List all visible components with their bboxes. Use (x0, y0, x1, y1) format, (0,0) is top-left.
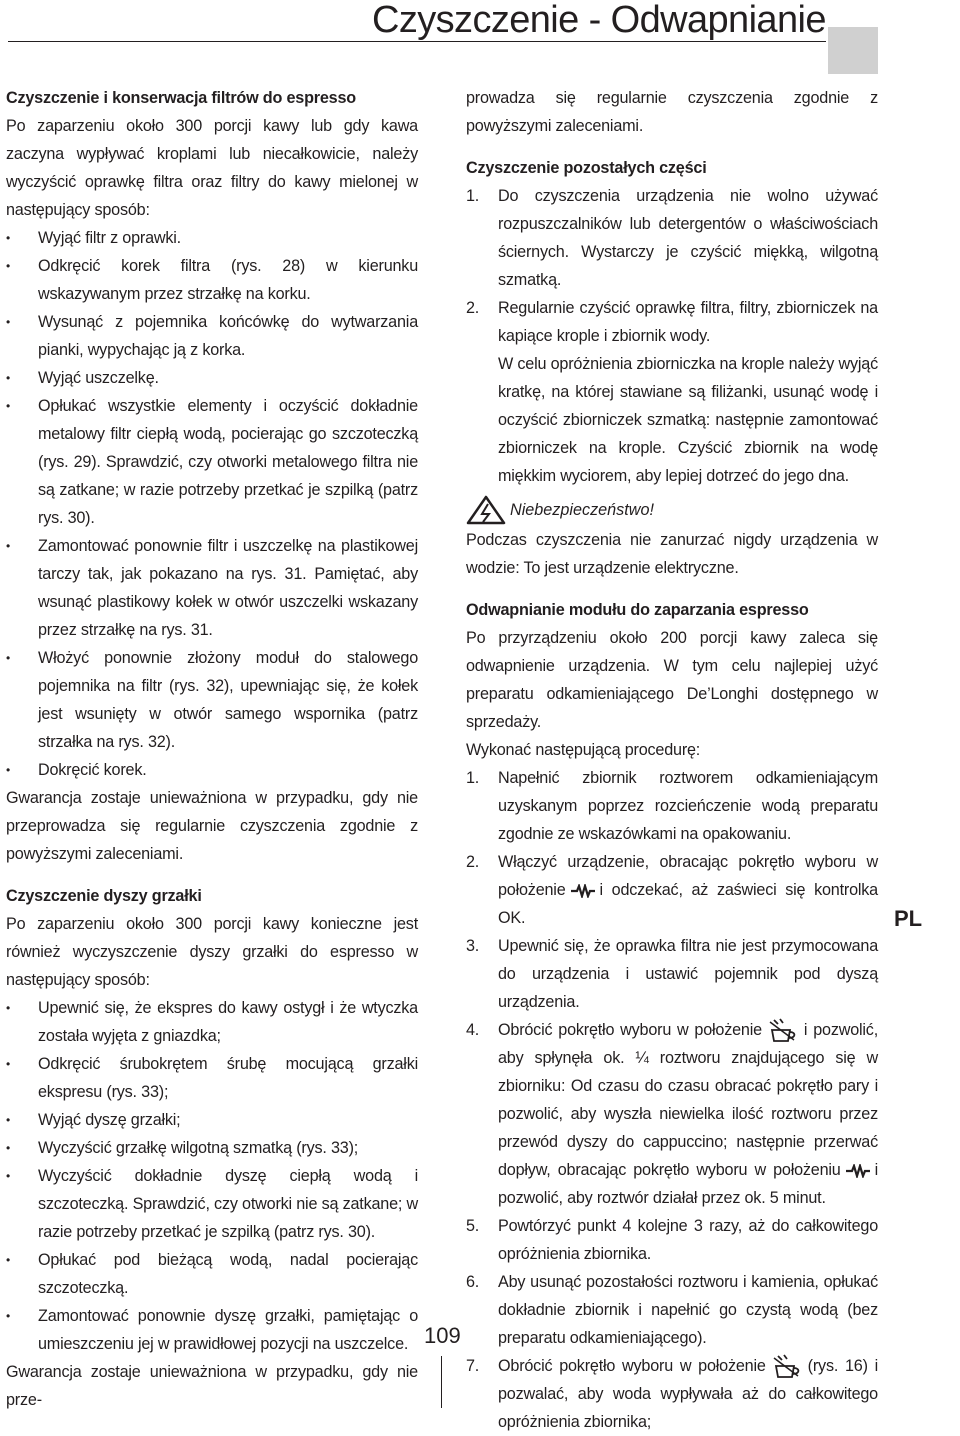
section-heading-filter-cleaning: Czyszczenie i konserwacja filtrów do espresso (6, 89, 356, 107)
danger-warning (466, 494, 878, 526)
warranty-note-continuation: prowadza się regularnie czyszczenia zgodnie z powyższymi zaleceniami. (466, 89, 878, 135)
list-item: • Wysunąć z pojemnika końcówkę do wytwarzania pianki, wypychając ją z korka. (6, 308, 418, 364)
list-item: • Dokręcić korek. (6, 756, 418, 784)
descaling-intro: Po przyrządzeniu około 200 porcji kawy zaleca się odwapnienie urządzenia. W tym celu najlepiej użyć preparatu odkamieniającego De’Longhi dostępnego w sprzedaży. (466, 629, 878, 731)
list-item: • Wyczyścić grzałkę wilgotną szmatką (rys. 33); (6, 1134, 418, 1162)
list-item: • Odkręcić śrubokrętem śrubę mocującą grzałki ekspresu (rys. 33); (6, 1050, 418, 1106)
nozzle-cleaning-steps (6, 994, 418, 1358)
header-rule (8, 41, 826, 42)
bullet-icon: • (6, 1309, 11, 1323)
list-item: • Wyczyścić dokładnie dyszę ciepłą wodą i szczoteczką. Sprawdzić, czy otworki nie są zatkane; w razie potrzeby przetkać je szpilką (patrz rys. 30). (6, 1162, 418, 1246)
list-item: • Wyjąć dyszę grzałki; (6, 1106, 418, 1134)
bullet-icon: • (6, 315, 11, 329)
list-item: • Opłukać wszystkie elementy i oczyścić dokładnie metalowy filtr ciepłą wodą, pocierając go szczoteczką (rys. 29). Sprawdzić, czy otworki metalowego filtra nie są zatkane; w razie potrzeby przetkać je szpilką (patrz rys. 30). (6, 392, 418, 532)
bullet-icon: • (6, 763, 11, 777)
bullet-icon: • (6, 1001, 11, 1015)
steam-cup-icon (766, 1018, 800, 1044)
heating-element-icon (570, 884, 596, 898)
bullet-icon: • (6, 1113, 11, 1127)
page-title: Czyszczenie - Odwapnianie (372, 0, 826, 41)
bullet-icon: • (6, 539, 11, 553)
left-column (6, 84, 418, 1414)
warranty-note-continued: Gwarancja zostaje unieważniona w przypadku, gdy nie prze- (6, 1363, 418, 1409)
section-heading-nozzle-cleaning: Czyszczenie dyszy grzałki (6, 887, 202, 905)
list-item: 5. Powtórzyć punkt 4 kolejne 3 razy, aż do całkowitego opróżnienia zbiornika. (466, 1217, 878, 1263)
steam-cup-icon (770, 1354, 804, 1380)
list-item: • Opłukać pod bieżącą wodą, nadal pocierając szczoteczką. (6, 1246, 418, 1302)
list-item: 2. Włączyć urządzenie, obracając pokrętło wyboru w położenie i odczekać, aż zaświeci się kontrolka OK. (466, 853, 878, 927)
section-heading-other-parts: Czyszczenie pozostałych części (466, 159, 707, 177)
list-item: 1. Do czyszczenia urządzenia nie wolno używać rozpuszczalników lub detergentów o właściwościach ściernych. Wystarczy je czyścić miękką, wilgotną szmatką. (466, 187, 878, 289)
nozzle-cleaning-intro: Po zaparzeniu około 300 porcji kawy konieczne jest również wyczyszczenie dyszy grzałki do espresso w następujący sposób: (6, 915, 418, 989)
warning-label: Niebezpieczeństwo! (510, 501, 654, 519)
list-item: 7. Obrócić pokrętło wyboru w położenie (rys. 16) i pozwalać, aby woda wypływała aż do całkowitego opróżnienia zbiornika; (466, 1352, 878, 1436)
descaling-procedure-label: Wykonać następującą procedurę: (466, 741, 701, 759)
bullet-icon: • (6, 1169, 11, 1183)
bullet-icon: • (6, 231, 11, 245)
heating-element-icon (845, 1164, 871, 1178)
language-tab: PL (894, 906, 923, 931)
warning-text: Podczas czyszczenia nie zanurzać nigdy urządzenia w wodzie: To jest urządzenie elektryczne. (466, 531, 878, 577)
list-item: 4. Obrócić pokrętło wyboru w położenie i pozwolić, aby spłynęła ok. ¼ roztworu znajdującego się w zbiorniku: Od czasu do czasu obracać pokrętło pary i pozwolić, aby wyszła niewielka ilość roztworu przez przewód dyszy do cappuccino; następnie przerwać dopływ, obracając pokrętło wyboru w położeniu i pozwolić, aby roztwór działał przez ok. 5 minut. (466, 1016, 878, 1212)
list-item: 6. Aby usunąć pozostałości roztworu i kamienia, opłukać dokładnie zbiornik i napełnić go czystą wodą (bez preparatu odkamieniającego). (466, 1273, 878, 1347)
page-number-rule (441, 1356, 442, 1408)
list-item: • Zamontować ponownie filtr i uszczelkę na plastikowej tarczy tak, jak pokazano na rys. 31. Pamiętać, aby wsunąć plastikowy kołek w otwór uszczelki wskazany przez strzałkę na rys. 31. (6, 532, 418, 644)
list-item: • Wyjąć filtr z oprawki. (6, 224, 418, 252)
page-number: 109 (424, 1323, 461, 1348)
list-item: • Wyjąć uszczelkę. (6, 364, 418, 392)
descaling-steps (466, 764, 878, 1436)
list-item: • Włożyć ponownie złożony moduł do stalowego pojemnika na filtr (rys. 32), upewniając się, że kołek jest wsunięty w otwór samego wspornika (patrz strzałka na rys. 32). (6, 644, 418, 756)
warranty-note: Gwarancja zostaje unieważniona w przypadku, gdy nie przeprowadza się regularnie czyszczenia zgodnie z powyższymi zaleceniami. (6, 789, 418, 863)
bullet-icon: • (6, 259, 11, 273)
list-item: 1. Napełnić zbiornik roztworem odkamieniającym uzyskanym poprzez rozcieńczenie wodą preparatu zgodnie ze wskazówkami na opakowaniu. (466, 769, 878, 843)
header-color-box (828, 27, 878, 74)
list-item: 3. Upewnić się, że oprawka filtra nie jest przymocowana do urządzenia i ustawić pojemnik pod dyszą urządzenia. (466, 937, 878, 1011)
list-item: • Odkręcić korek filtra (rys. 28) w kierunku wskazywanym przez strzałkę na korku. (6, 252, 418, 308)
filter-cleaning-steps (6, 224, 418, 784)
other-parts-steps (466, 182, 878, 490)
list-item: 2. Regularnie czyścić oprawkę filtra, filtry, zbiorniczek na kapiące krople i zbiornik wody. W celu opróżnienia zbiorniczka na krople należy wyjąć kratkę, na której stawiane są filiżanki, usunąć wodę i oczyścić zbiorniczek szmatką: następnie zamontować zbiorniczek na krople. Czyścić zbiornik na wodę miękkim wyciorem, aby lepiej dotrzeć do jego dna. (466, 299, 878, 485)
filter-cleaning-intro: Po zaparzeniu około 300 porcji kawy lub gdy kawa zaczyna wypływać kroplami lub niecałkowicie, należy wyczyścić oprawkę filtra oraz filtry do kawy mielonej w następujący sposób: (6, 117, 418, 219)
list-item: • Zamontować ponownie dyszę grzałki, pamiętając o umieszczeniu jej w prawidłowej pozycji na uszczelce. (6, 1302, 418, 1358)
bullet-icon: • (6, 371, 11, 385)
right-column (466, 84, 878, 1436)
bullet-icon: • (6, 399, 11, 413)
bullet-icon: • (6, 1141, 11, 1155)
bullet-icon: • (6, 651, 11, 665)
bullet-icon: • (6, 1057, 11, 1071)
bullet-icon: • (6, 1253, 11, 1267)
list-item: • Upewnić się, że ekspres do kawy ostygł i że wtyczka została wyjęta z gniazdka; (6, 994, 418, 1050)
warning-triangle-icon (466, 495, 506, 525)
section-heading-descaling: Odwapnianie modułu do zaparzania espresso (466, 601, 809, 619)
